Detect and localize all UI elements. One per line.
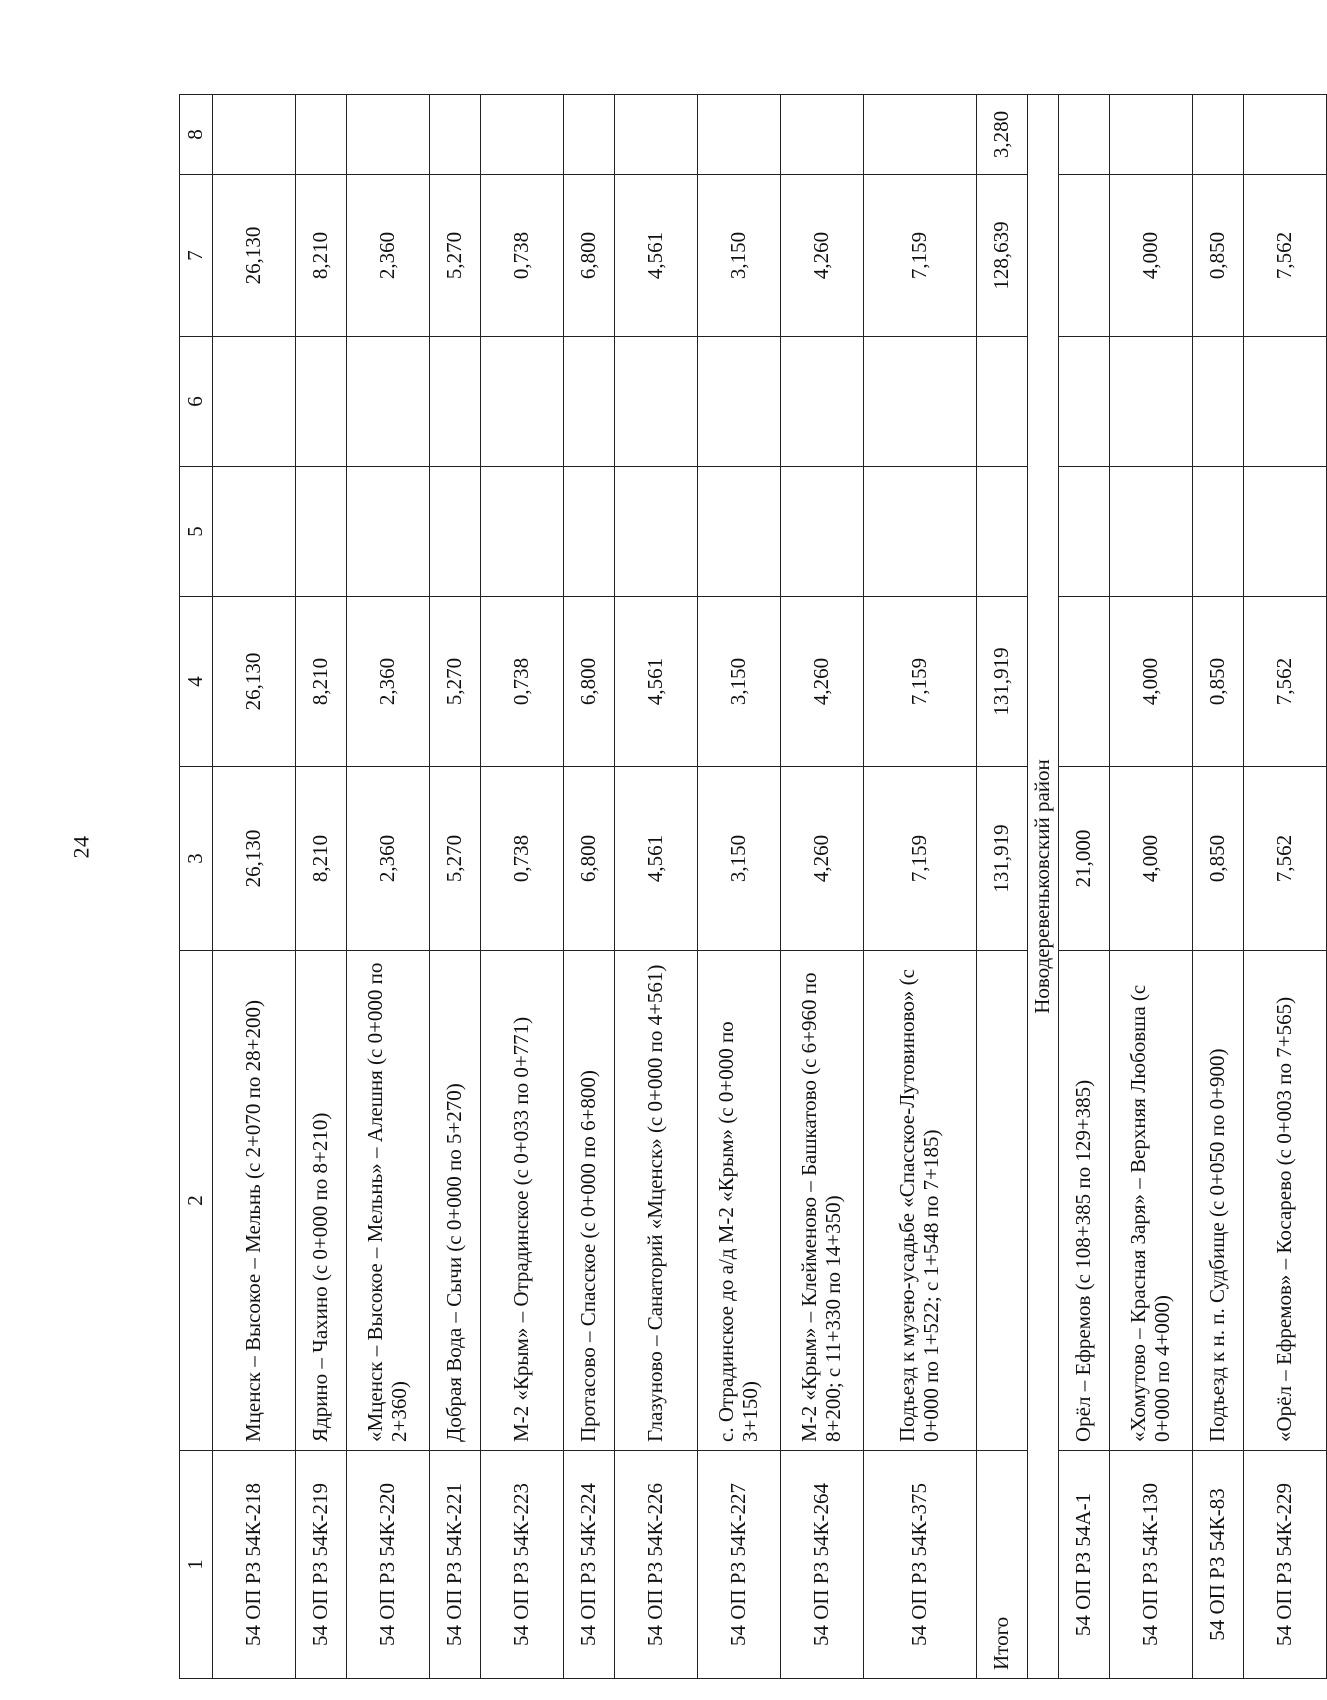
length-col5-cell bbox=[1193, 467, 1244, 597]
table-row bbox=[781, 95, 864, 1679]
length-col5-cell bbox=[296, 467, 347, 597]
length-col5-cell bbox=[615, 467, 698, 597]
road-name-cell: М-2 «Крым» – Отрадинское (с 0+033 по 0+771) bbox=[481, 951, 564, 1451]
road-name-cell: «Орёл – Ефремов» – Косарево (с 0+003 по 7+565) bbox=[1244, 951, 1327, 1451]
road-name-cell: Ядрино – Чахино (с 0+000 по 8+210) bbox=[296, 951, 347, 1451]
length-col4-cell: 5,270 bbox=[430, 597, 481, 767]
length-col3-cell: 8,210 bbox=[296, 767, 347, 951]
road-id-cell: 54 ОП РЗ 54К-221 bbox=[430, 1451, 481, 1679]
road-id-cell: 54 ОП РЗ 54К-226 bbox=[615, 1451, 698, 1679]
length-col6-cell bbox=[781, 337, 864, 467]
length-col8-cell bbox=[481, 95, 564, 175]
table-row bbox=[430, 95, 481, 1679]
column-header: 6 bbox=[180, 337, 213, 467]
length-col5-cell bbox=[1244, 467, 1327, 597]
road-id-cell: 54 ОП РЗ 54К-224 bbox=[564, 1451, 615, 1679]
length-col3-cell: 2,360 bbox=[347, 767, 430, 951]
length-col5-cell bbox=[1110, 467, 1193, 597]
length-col6-cell bbox=[1059, 337, 1110, 467]
road-id-cell: 54 ОП РЗ 54К-218 bbox=[213, 1451, 296, 1679]
total-col4-cell: 131,919 bbox=[977, 597, 1028, 767]
road-name-cell: Подъезд к н. п. Судбище (с 0+050 по 0+900) bbox=[1193, 951, 1244, 1451]
total-row bbox=[977, 95, 1028, 1679]
column-header: 1 bbox=[180, 1451, 213, 1679]
length-col8-cell bbox=[1244, 95, 1327, 175]
road-registry-table bbox=[179, 94, 1327, 1679]
length-col7-cell: 0,738 bbox=[481, 175, 564, 337]
length-col7-cell bbox=[1059, 175, 1110, 337]
road-name-cell: Протасово – Спасское (с 0+000 по 6+800) bbox=[564, 951, 615, 1451]
length-col3-cell: 4,561 bbox=[615, 767, 698, 951]
rotated-table-wrapper bbox=[179, 95, 1297, 1679]
length-col4-cell: 4,000 bbox=[1110, 597, 1193, 767]
table-row bbox=[1059, 95, 1110, 1679]
length-col4-cell: 26,130 bbox=[213, 597, 296, 767]
length-col3-cell: 0,738 bbox=[481, 767, 564, 951]
length-col7-cell: 4,561 bbox=[615, 175, 698, 337]
length-col3-cell: 6,800 bbox=[564, 767, 615, 951]
total-col5-cell bbox=[977, 467, 1028, 597]
road-id-cell: 54 ОП РЗ 54А-1 bbox=[1059, 1451, 1110, 1679]
column-header: 3 bbox=[180, 767, 213, 951]
road-name-cell: Глазуново – Санаторий «Мценск» (с 0+000 по 4+561) bbox=[615, 951, 698, 1451]
length-col3-cell: 4,000 bbox=[1110, 767, 1193, 951]
length-col6-cell bbox=[430, 337, 481, 467]
length-col3-cell: 0,850 bbox=[1193, 767, 1244, 951]
total-col6-cell bbox=[977, 337, 1028, 467]
column-header: 7 bbox=[180, 175, 213, 337]
road-id-cell: 54 ОП РЗ 54К-219 bbox=[296, 1451, 347, 1679]
length-col3-cell: 3,150 bbox=[698, 767, 781, 951]
length-col8-cell bbox=[1193, 95, 1244, 175]
total-name-cell bbox=[977, 951, 1028, 1451]
length-col8-cell bbox=[1059, 95, 1110, 175]
length-col6-cell bbox=[1193, 337, 1244, 467]
length-col4-cell: 2,360 bbox=[347, 597, 430, 767]
road-name-cell: Подъезд к музею-усадьбе «Спасское-Лутовиново» (с 0+000 по 1+522; с 1+548 по 7+185) bbox=[864, 951, 977, 1451]
total-col3-cell: 131,919 bbox=[977, 767, 1028, 951]
table-row bbox=[615, 95, 698, 1679]
length-col6-cell bbox=[481, 337, 564, 467]
page-number: 24 bbox=[68, 835, 94, 859]
length-col5-cell bbox=[864, 467, 977, 597]
length-col4-cell: 3,150 bbox=[698, 597, 781, 767]
road-name-cell: М-2 «Крым» – Клейменово – Башкатово (с 6+960 по 8+200; с 11+330 по 14+350) bbox=[781, 951, 864, 1451]
total-label: Итого bbox=[977, 1451, 1028, 1679]
road-name-cell: с. Отрадинское до а/д М-2 «Крым» (с 0+000 по 3+150) bbox=[698, 951, 781, 1451]
length-col6-cell bbox=[213, 337, 296, 467]
length-col3-cell: 5,270 bbox=[430, 767, 481, 951]
road-name-cell: «Хомутово – Красная Заря» – Верхняя Любовша (с 0+000 по 4+000) bbox=[1110, 951, 1193, 1451]
length-col7-cell: 3,150 bbox=[698, 175, 781, 337]
length-col8-cell bbox=[1110, 95, 1193, 175]
length-col7-cell: 4,000 bbox=[1110, 175, 1193, 337]
table-row bbox=[1193, 95, 1244, 1679]
table-row bbox=[698, 95, 781, 1679]
table-body bbox=[213, 95, 1327, 1679]
length-col4-cell: 7,562 bbox=[1244, 597, 1327, 767]
length-col5-cell bbox=[781, 467, 864, 597]
length-col5-cell bbox=[1059, 467, 1110, 597]
column-header: 8 bbox=[180, 95, 213, 175]
length-col8-cell bbox=[564, 95, 615, 175]
length-col8-cell bbox=[781, 95, 864, 175]
total-col7-cell: 128,639 bbox=[977, 175, 1028, 337]
road-name-cell: Мценск – Высокое – Мельнь (с 2+070 по 28+200) bbox=[213, 951, 296, 1451]
road-id-cell: 54 ОП РЗ 54К-220 bbox=[347, 1451, 430, 1679]
length-col6-cell bbox=[347, 337, 430, 467]
road-name-cell: «Мценск – Высокое – Мельнь» – Алешня (с 0+000 по 2+360) bbox=[347, 951, 430, 1451]
length-col8-cell bbox=[864, 95, 977, 175]
length-col5-cell bbox=[564, 467, 615, 597]
column-header: 4 bbox=[180, 597, 213, 767]
length-col3-cell: 4,260 bbox=[781, 767, 864, 951]
length-col6-cell bbox=[564, 337, 615, 467]
total-col8-cell: 3,280 bbox=[977, 95, 1028, 175]
length-col7-cell: 2,360 bbox=[347, 175, 430, 337]
length-col5-cell bbox=[698, 467, 781, 597]
road-id-cell: 54 ОП РЗ 54К-130 bbox=[1110, 1451, 1193, 1679]
length-col6-cell bbox=[1244, 337, 1327, 467]
road-id-cell: 54 ОП РЗ 54К-264 bbox=[781, 1451, 864, 1679]
column-header: 5 bbox=[180, 467, 213, 597]
length-col4-cell: 7,159 bbox=[864, 597, 977, 767]
length-col7-cell: 7,159 bbox=[864, 175, 977, 337]
road-name-cell: Орёл – Ефремов (с 108+385 по 129+385) bbox=[1059, 951, 1110, 1451]
length-col4-cell bbox=[1059, 597, 1110, 767]
length-col8-cell bbox=[213, 95, 296, 175]
table-row bbox=[564, 95, 615, 1679]
length-col3-cell: 26,130 bbox=[213, 767, 296, 951]
length-col8-cell bbox=[615, 95, 698, 175]
length-col8-cell bbox=[698, 95, 781, 175]
length-col7-cell: 5,270 bbox=[430, 175, 481, 337]
length-col6-cell bbox=[698, 337, 781, 467]
table-row bbox=[864, 95, 977, 1679]
road-name-cell: Добрая Вода – Сычи (с 0+000 по 5+270) bbox=[430, 951, 481, 1451]
length-col6-cell bbox=[864, 337, 977, 467]
length-col4-cell: 4,260 bbox=[781, 597, 864, 767]
length-col7-cell: 8,210 bbox=[296, 175, 347, 337]
length-col6-cell bbox=[296, 337, 347, 467]
length-col8-cell bbox=[430, 95, 481, 175]
length-col5-cell bbox=[347, 467, 430, 597]
length-col4-cell: 0,738 bbox=[481, 597, 564, 767]
column-header: 2 bbox=[180, 951, 213, 1451]
road-id-cell: 54 ОП РЗ 54К-375 bbox=[864, 1451, 977, 1679]
length-col6-cell bbox=[1110, 337, 1193, 467]
road-id-cell: 54 ОП РЗ 54К-223 bbox=[481, 1451, 564, 1679]
table-row bbox=[1244, 95, 1327, 1679]
table-row bbox=[213, 95, 296, 1679]
length-col5-cell bbox=[213, 467, 296, 597]
length-col7-cell: 0,850 bbox=[1193, 175, 1244, 337]
length-col8-cell bbox=[347, 95, 430, 175]
length-col7-cell: 7,562 bbox=[1244, 175, 1327, 337]
length-col4-cell: 8,210 bbox=[296, 597, 347, 767]
length-col4-cell: 6,800 bbox=[564, 597, 615, 767]
section-row bbox=[1028, 95, 1059, 1679]
length-col4-cell: 0,850 bbox=[1193, 597, 1244, 767]
table-row bbox=[481, 95, 564, 1679]
length-col3-cell: 7,159 bbox=[864, 767, 977, 951]
column-number-header-row bbox=[180, 95, 213, 1679]
length-col4-cell: 4,561 bbox=[615, 597, 698, 767]
length-col8-cell bbox=[296, 95, 347, 175]
length-col3-cell: 21,000 bbox=[1059, 767, 1110, 951]
road-id-cell: 54 ОП РЗ 54К-229 bbox=[1244, 1451, 1327, 1679]
length-col7-cell: 6,800 bbox=[564, 175, 615, 337]
length-col5-cell bbox=[481, 467, 564, 597]
road-id-cell: 54 ОП РЗ 54К-83 bbox=[1193, 1451, 1244, 1679]
length-col3-cell: 7,562 bbox=[1244, 767, 1327, 951]
length-col6-cell bbox=[615, 337, 698, 467]
table-row bbox=[347, 95, 430, 1679]
length-col7-cell: 26,130 bbox=[213, 175, 296, 337]
table-row bbox=[296, 95, 347, 1679]
length-col5-cell bbox=[430, 467, 481, 597]
length-col7-cell: 4,260 bbox=[781, 175, 864, 337]
district-section-title: Новодеревеньковский район bbox=[1028, 95, 1059, 1679]
road-id-cell: 54 ОП РЗ 54К-227 bbox=[698, 1451, 781, 1679]
table-row bbox=[1110, 95, 1193, 1679]
